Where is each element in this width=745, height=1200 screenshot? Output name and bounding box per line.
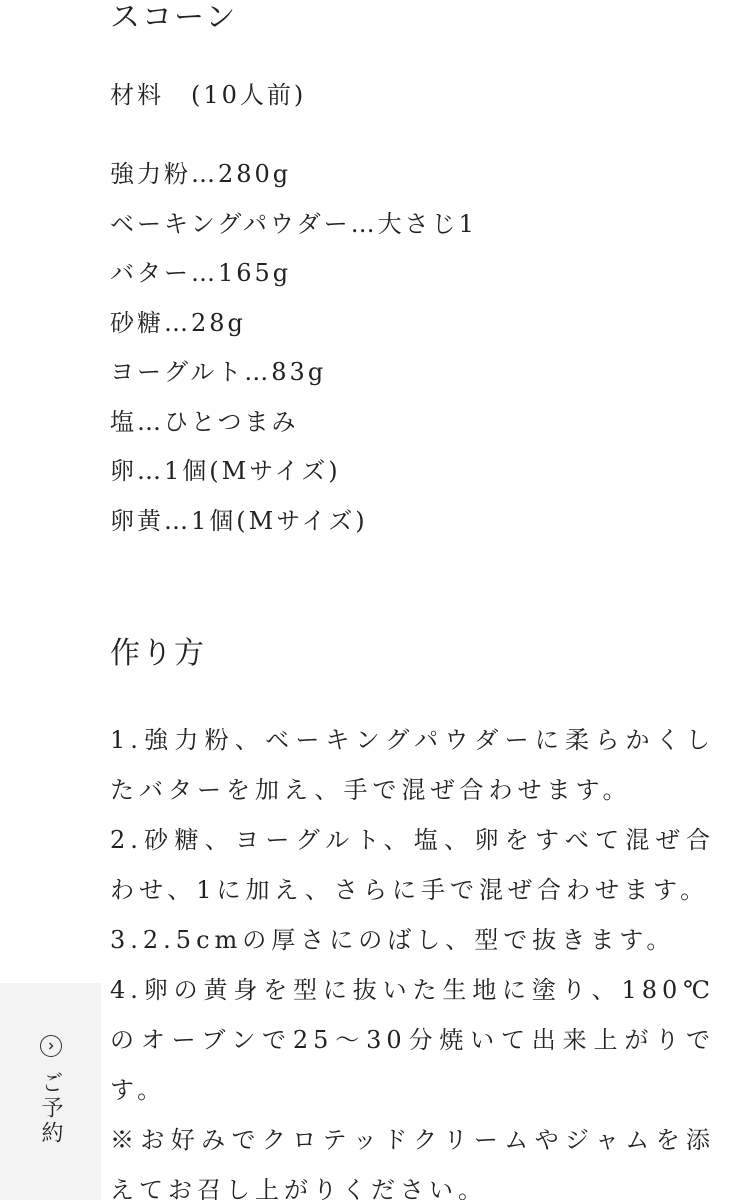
ingredient-item: 卵…1個(Mサイズ) <box>110 457 341 485</box>
ingredients-list <box>110 156 477 552</box>
method-title: 作り方 <box>110 636 206 671</box>
ingredients-heading: 材料 (10人前) <box>110 81 307 109</box>
ingredient-item: ヨーグルト…83g <box>110 358 327 386</box>
ingredient-item: バター…165g <box>110 259 292 287</box>
reserve-button[interactable] <box>0 983 101 1200</box>
recipe-title: スコーン <box>110 0 238 35</box>
method-step: 4.卵の黄身を型に抜いた生地に塗り、180℃のオーブンで25～30分焼いて出来上がりです。 <box>110 976 715 1104</box>
method-step: ※お好みでクロテッドクリームやジャムを添えてお召し上がりください。 <box>110 1126 715 1200</box>
ingredient-item: ベーキングパウダー…大さじ1 <box>110 209 477 238</box>
ingredient-item: 砂糖…28g <box>110 308 246 337</box>
chevron-right-circle-icon <box>40 1035 62 1057</box>
ingredient-item: 卵黄…1個(Mサイズ) <box>110 506 368 535</box>
ingredient-item: 塩…ひとつまみ <box>110 407 299 436</box>
reserve-label: ご予約 <box>38 1071 63 1146</box>
method-step: 3.2.5cmの厚さにのばし、型で抜きます。 <box>110 926 676 954</box>
method-step: 1.強力粉、ベーキングパウダーに柔らかくしたバターを加え、手で混ぜ合わせます。 <box>110 726 715 804</box>
ingredient-item: 強力粉…280g <box>110 160 292 188</box>
method-steps <box>110 715 715 1200</box>
method-step: 2.砂糖、ヨーグルト、塩、卵をすべて混ぜ合わせ、1に加え、さらに手で混ぜ合わせます。 <box>110 826 715 904</box>
